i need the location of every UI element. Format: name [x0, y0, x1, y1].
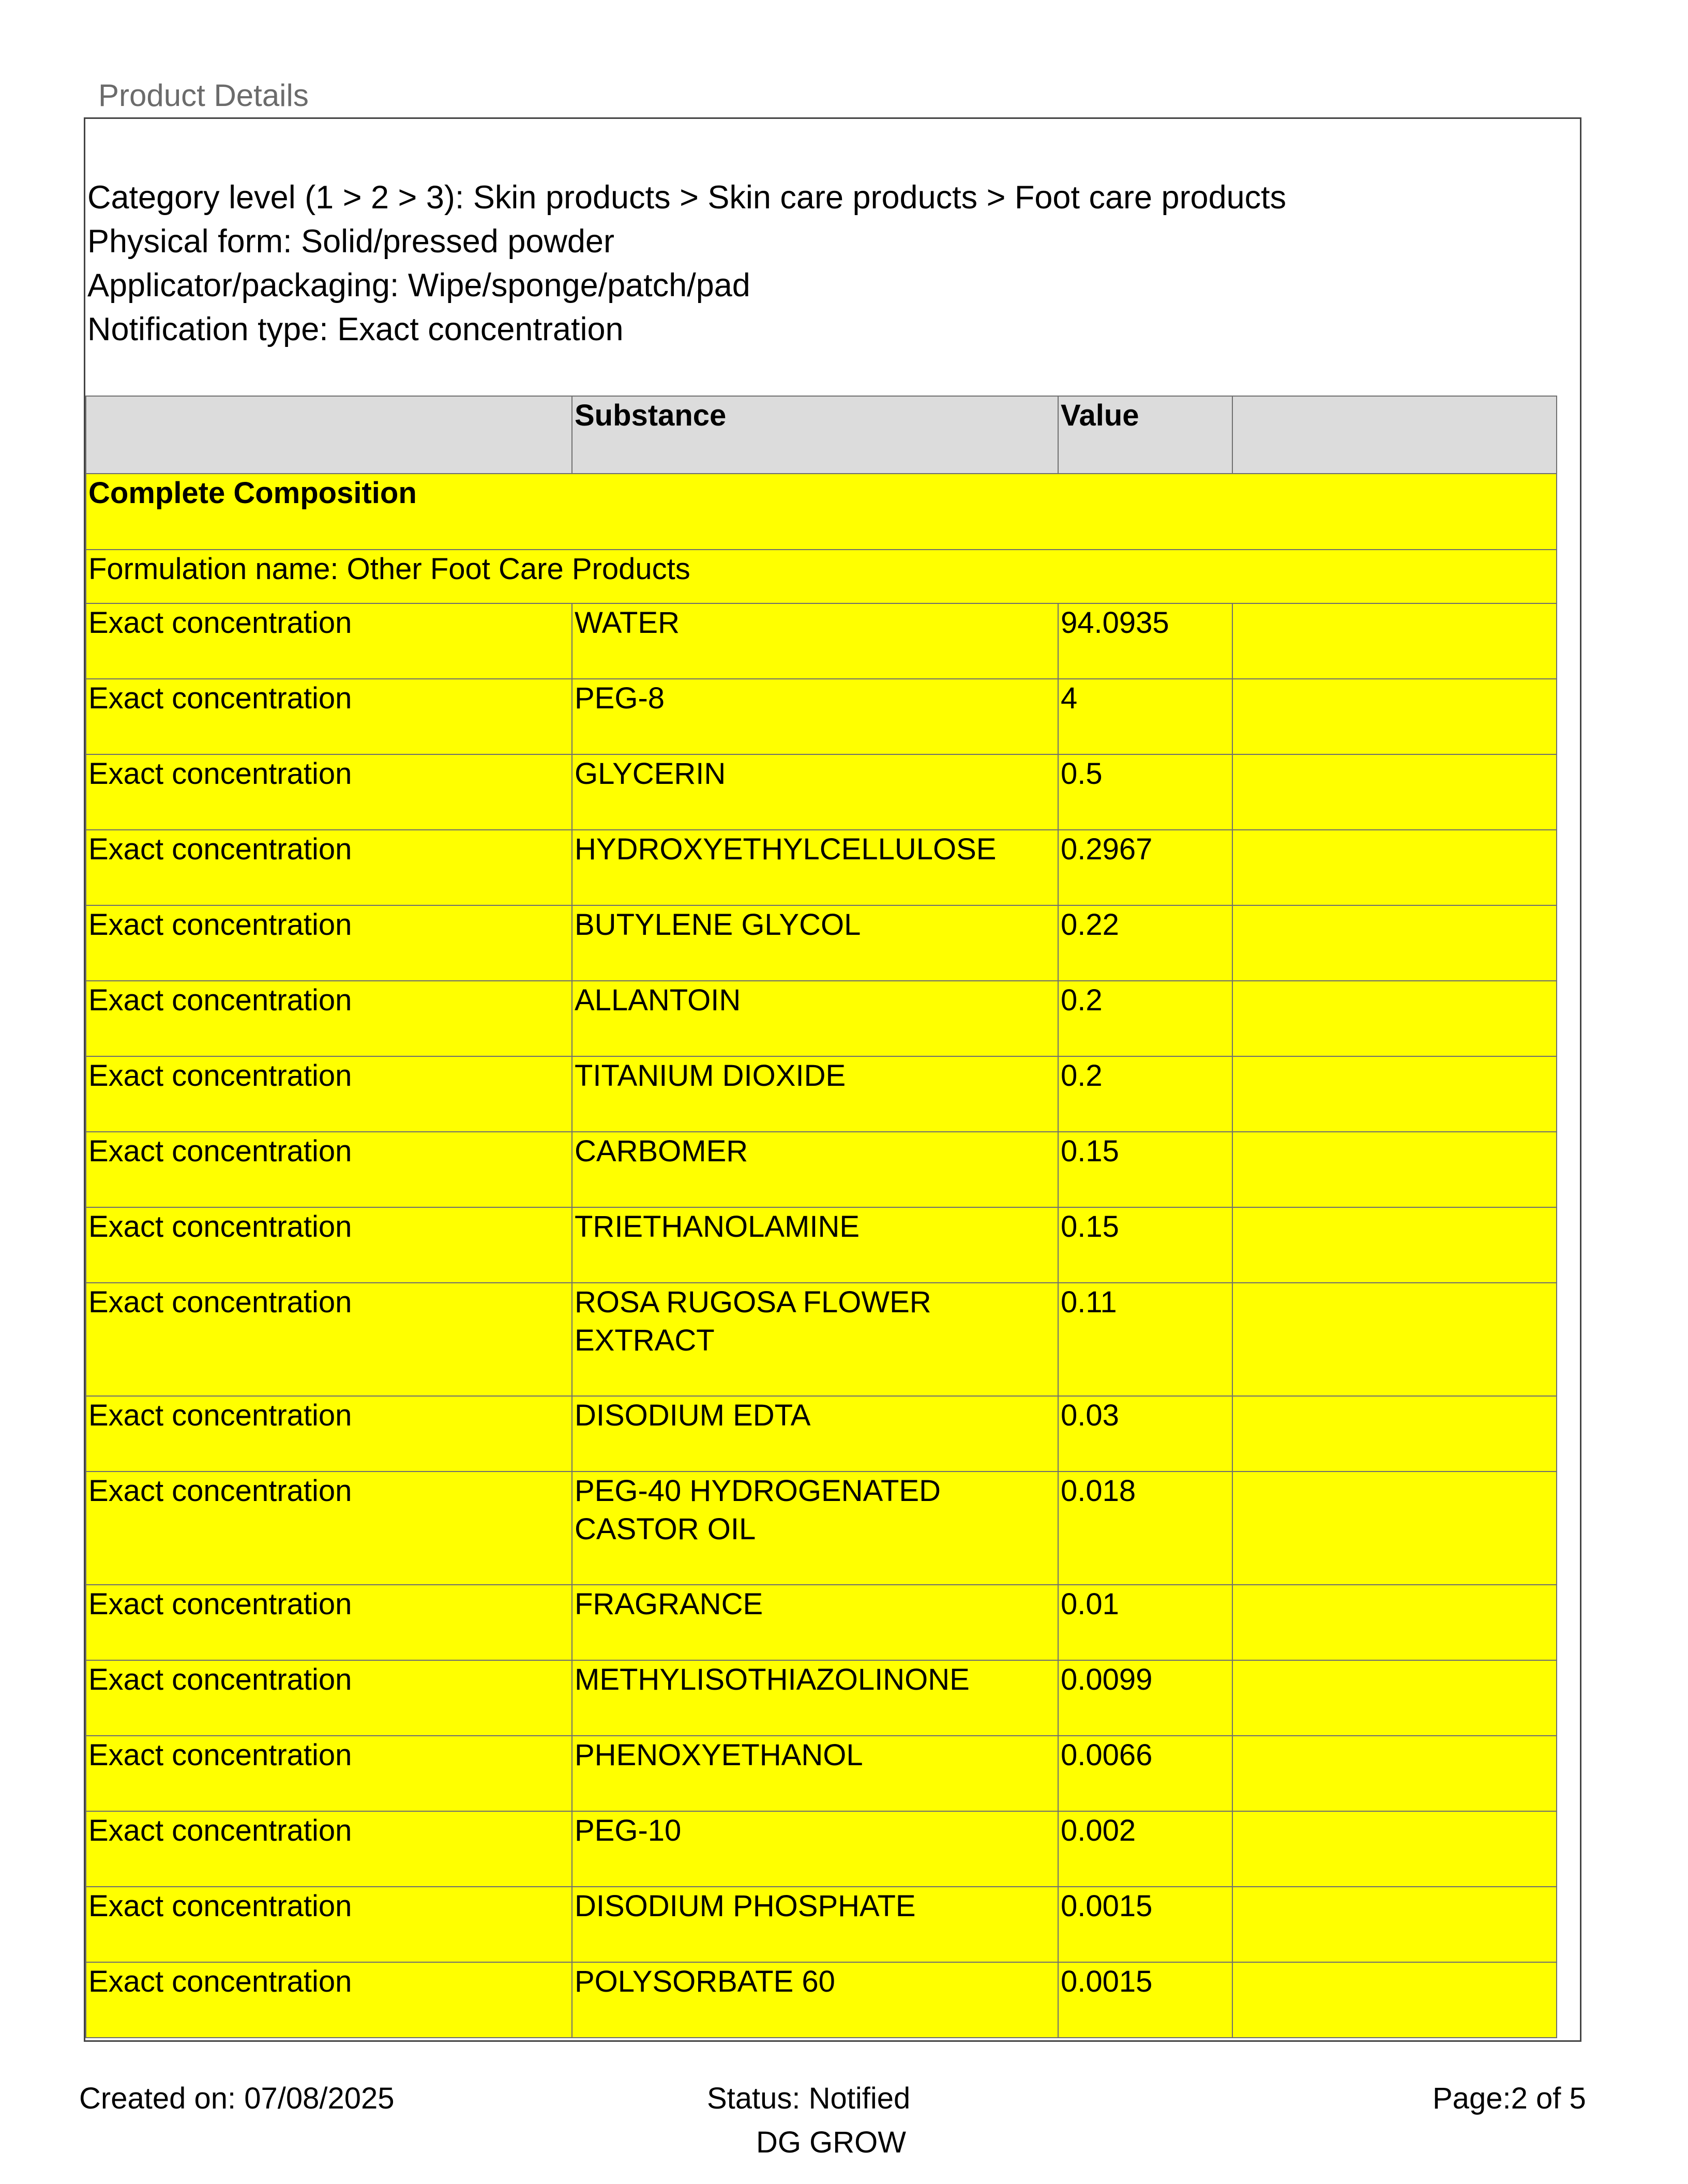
extra-cell: [1232, 1887, 1557, 1962]
value-cell: 4: [1058, 679, 1232, 754]
type-cell: Exact concentration: [86, 1585, 572, 1660]
table-row: [86, 1962, 1557, 2038]
category-line: Category level (1 > 2 > 3): Skin products > Skin care products > Foot care products: [87, 179, 1287, 216]
substance-cell: PEG-10: [572, 1811, 1058, 1887]
substance-cell: METHYLISOTHIAZOLINONE: [572, 1660, 1058, 1736]
header-cell-value: Value: [1058, 396, 1232, 474]
extra-cell: [1232, 679, 1557, 754]
header-cell-type: [86, 396, 572, 474]
extra-cell: [1232, 905, 1557, 981]
table-row: [86, 1056, 1557, 1132]
table-row: [86, 679, 1557, 754]
type-cell: Exact concentration: [86, 981, 572, 1056]
section-title: Product Details: [98, 78, 309, 113]
page-total: 5: [1569, 2082, 1586, 2115]
substance-cell: ROSA RUGOSA FLOWER EXTRACT: [572, 1283, 1058, 1396]
page-label: Page:: [1433, 2082, 1511, 2115]
value-cell: 0.0099: [1058, 1660, 1232, 1736]
substance-cell: PEG-40 HYDROGENATED CASTOR OIL: [572, 1472, 1058, 1585]
value-cell: 0.5: [1058, 754, 1232, 830]
type-cell: Exact concentration: [86, 754, 572, 830]
type-cell: Exact concentration: [86, 1811, 572, 1887]
organization-name: DG GROW: [756, 2126, 906, 2159]
table-row: [86, 754, 1557, 830]
table-row: [86, 1132, 1557, 1207]
extra-cell: [1232, 1472, 1557, 1585]
section-row: [86, 474, 1557, 550]
value-cell: 0.002: [1058, 1811, 1232, 1887]
product-meta: [87, 176, 1286, 352]
value-cell: 0.11: [1058, 1283, 1232, 1396]
created-on: Created on: 07/08/2025: [79, 2082, 395, 2115]
extra-cell: [1232, 603, 1557, 679]
value-cell: 0.0066: [1058, 1736, 1232, 1811]
type-cell: Exact concentration: [86, 1056, 572, 1132]
type-cell: Exact concentration: [86, 1472, 572, 1585]
substance-cell: PHENOXYETHANOL: [572, 1736, 1058, 1811]
substance-cell: TRIETHANOLAMINE: [572, 1207, 1058, 1283]
value-cell: 0.22: [1058, 905, 1232, 981]
type-cell: Exact concentration: [86, 1283, 572, 1396]
value-cell: 94.0935: [1058, 603, 1232, 679]
substance-cell: DISODIUM EDTA: [572, 1396, 1058, 1472]
page-indicator: [1433, 2081, 1586, 2116]
table-row: [86, 1887, 1557, 1962]
table-row: [86, 603, 1557, 679]
substance-cell: PEG-8: [572, 679, 1058, 754]
substance-cell: WATER: [572, 603, 1058, 679]
type-cell: Exact concentration: [86, 1132, 572, 1207]
substance-cell: POLYSORBATE 60: [572, 1962, 1058, 2038]
extra-cell: [1232, 1962, 1557, 2038]
table-row: [86, 1283, 1557, 1396]
table-row: [86, 1396, 1557, 1472]
value-cell: 0.0015: [1058, 1887, 1232, 1962]
type-cell: Exact concentration: [86, 1887, 572, 1962]
substance-cell: HYDROXYETHYLCELLULOSE: [572, 830, 1058, 905]
substance-cell: ALLANTOIN: [572, 981, 1058, 1056]
table-row: [86, 1585, 1557, 1660]
value-cell: 0.2: [1058, 981, 1232, 1056]
notification-type-line: Notification type: Exact concentration: [87, 311, 624, 347]
substance-cell: DISODIUM PHOSPHATE: [572, 1887, 1058, 1962]
value-cell: 0.0015: [1058, 1962, 1232, 2038]
value-cell: 0.15: [1058, 1132, 1232, 1207]
table-row: [86, 1736, 1557, 1811]
type-cell: Exact concentration: [86, 1207, 572, 1283]
type-cell: Exact concentration: [86, 905, 572, 981]
type-cell: Exact concentration: [86, 1660, 572, 1736]
extra-cell: [1232, 981, 1557, 1056]
table-row: [86, 1660, 1557, 1736]
extra-cell: [1232, 754, 1557, 830]
extra-cell: [1232, 830, 1557, 905]
status-text: Status: Notified: [707, 2082, 911, 2115]
applicator-line: Applicator/packaging: Wipe/sponge/patch/pad: [87, 267, 750, 304]
page-current: 2: [1511, 2082, 1528, 2115]
formulation-row: [86, 550, 1557, 603]
complete-composition-label: Complete Composition: [86, 474, 1557, 550]
extra-cell: [1232, 1660, 1557, 1736]
header-cell-extra: [1232, 396, 1557, 474]
substance-cell: TITANIUM DIOXIDE: [572, 1056, 1058, 1132]
table-row: [86, 1472, 1557, 1585]
value-cell: 0.01: [1058, 1585, 1232, 1660]
formulation-name: Formulation name: Other Foot Care Products: [86, 550, 1557, 603]
type-cell: Exact concentration: [86, 603, 572, 679]
type-cell: Exact concentration: [86, 679, 572, 754]
substance-cell: GLYCERIN: [572, 754, 1058, 830]
extra-cell: [1232, 1207, 1557, 1283]
extra-cell: [1232, 1283, 1557, 1396]
table-row: [86, 905, 1557, 981]
composition-table: [85, 396, 1557, 2038]
product-details-frame: [84, 117, 1581, 2042]
table-header-row: [86, 396, 1557, 474]
substance-cell: FRAGRANCE: [572, 1585, 1058, 1660]
extra-cell: [1232, 1396, 1557, 1472]
type-cell: Exact concentration: [86, 1736, 572, 1811]
value-cell: 0.018: [1058, 1472, 1232, 1585]
header-cell-substance: Substance: [572, 396, 1058, 474]
type-cell: Exact concentration: [86, 1396, 572, 1472]
value-cell: 0.03: [1058, 1396, 1232, 1472]
value-cell: 0.2967: [1058, 830, 1232, 905]
type-cell: Exact concentration: [86, 830, 572, 905]
table-row: [86, 830, 1557, 905]
value-cell: 0.2: [1058, 1056, 1232, 1132]
table-row: [86, 1811, 1557, 1887]
extra-cell: [1232, 1736, 1557, 1811]
extra-cell: [1232, 1056, 1557, 1132]
type-cell: Exact concentration: [86, 1962, 572, 2038]
value-cell: 0.15: [1058, 1207, 1232, 1283]
extra-cell: [1232, 1585, 1557, 1660]
page-of: of: [1527, 2082, 1570, 2115]
table-row: [86, 1207, 1557, 1283]
substance-cell: BUTYLENE GLYCOL: [572, 905, 1058, 981]
extra-cell: [1232, 1132, 1557, 1207]
extra-cell: [1232, 1811, 1557, 1887]
table-row: [86, 981, 1557, 1056]
substance-cell: CARBOMER: [572, 1132, 1058, 1207]
physical-form-line: Physical form: Solid/pressed powder: [87, 223, 614, 260]
